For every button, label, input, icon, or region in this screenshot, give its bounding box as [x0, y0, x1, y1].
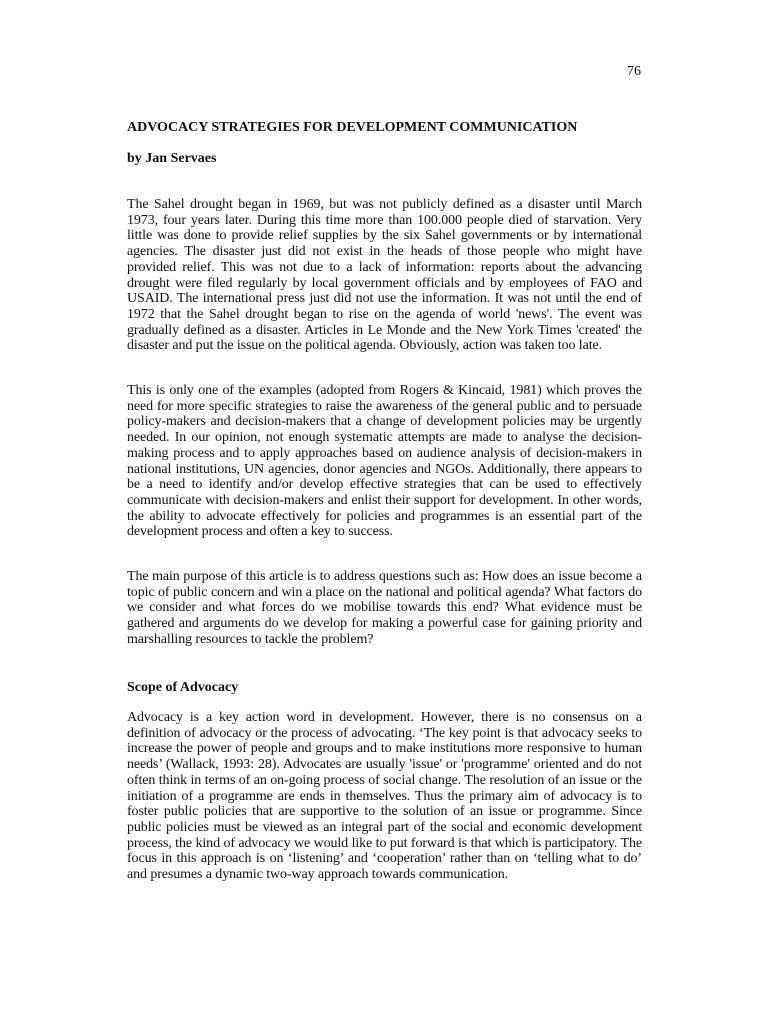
paragraph-need-for-strategies: This is only one of the examples (adopted from Rogers & Kincaid, 1981) which proves the need for more specific strategies to raise the awareness of the general public and to persuade policy-makers and decision-makers that a change of development policies may be urgently needed. In our opinion, not enough systematic attempts are made to analyse the decision-making process and to apply approaches based on audience analysis of decision-makers in national institutions, UN agencies, donor agencies and NGOs. Additionally, there appears to be a need to identify and/or develop effective strategies that can be used to effectively communicate with decision-makers and enlist their support for development. In other words, the ability to advocate effectively for policies and programmes is an essential part of the development process and often a key to success.: [127, 383, 642, 540]
author-byline: by Jan Servaes: [127, 151, 217, 166]
page-number: 76: [627, 64, 641, 79]
section-heading-scope: Scope of Advocacy: [127, 680, 239, 695]
article-title: ADVOCACY STRATEGIES FOR DEVELOPMENT COMMUNICATION: [127, 120, 578, 135]
paragraph-sahel-drought: The Sahel drought began in 1969, but was not publicly defined as a disaster until March 1973, four years later. During this time more than 100.000 people died of starvation. Very little was done to provide relief supplies by the six Sahel governments or by international agencies. The disaster just did not exist in the heads of those people who might have provided relief. This was not due to a lack of information: reports about the advancing drought were filed regularly by local government officials and by employees of FAO and USAID. The international press just did not use the information. It was not until the end of 1972 that the Sahel drought began to rise on the agenda of world 'news'. The event was gradually defined as a disaster. Articles in Le Monde and the New York Times 'created' the disaster and put the issue on the political agenda. Obviously, action was taken too late.: [127, 197, 642, 354]
paragraph-main-purpose: The main purpose of this article is to address questions such as: How does an issue become a topic of public concern and win a place on the national and political agenda? What factors do we consider and what forces do we mobilise towards this end? What evidence must be gathered and arguments do we develop for making a powerful case for gaining priority and marshalling resources to tackle the problem?: [127, 569, 642, 647]
paragraph-scope-of-advocacy: Advocacy is a key action word in development. However, there is no consensus on a definition of advocacy or the process of advocating. ‘The key point is that advocacy seeks to increase the power of people and groups and to make institutions more responsive to human needs’ (Wallack, 1993: 28). Advocates are usually 'issue' or 'programme' oriented and do not often think in terms of an on-going process of social change. The resolution of an issue or the initiation of a programme are ends in themselves. Thus the primary aim of advocacy is to foster public policies that are supportive to the solution of an issue or programme. Since public policies must be viewed as an integral part of the social and economic development process, the kind of advocacy we would like to put forward is that which is participatory. The focus in this approach is on ‘listening’ and ‘cooperation’ rather than on ‘telling what to do’ and presumes a dynamic two-way approach towards communication.: [127, 710, 642, 883]
